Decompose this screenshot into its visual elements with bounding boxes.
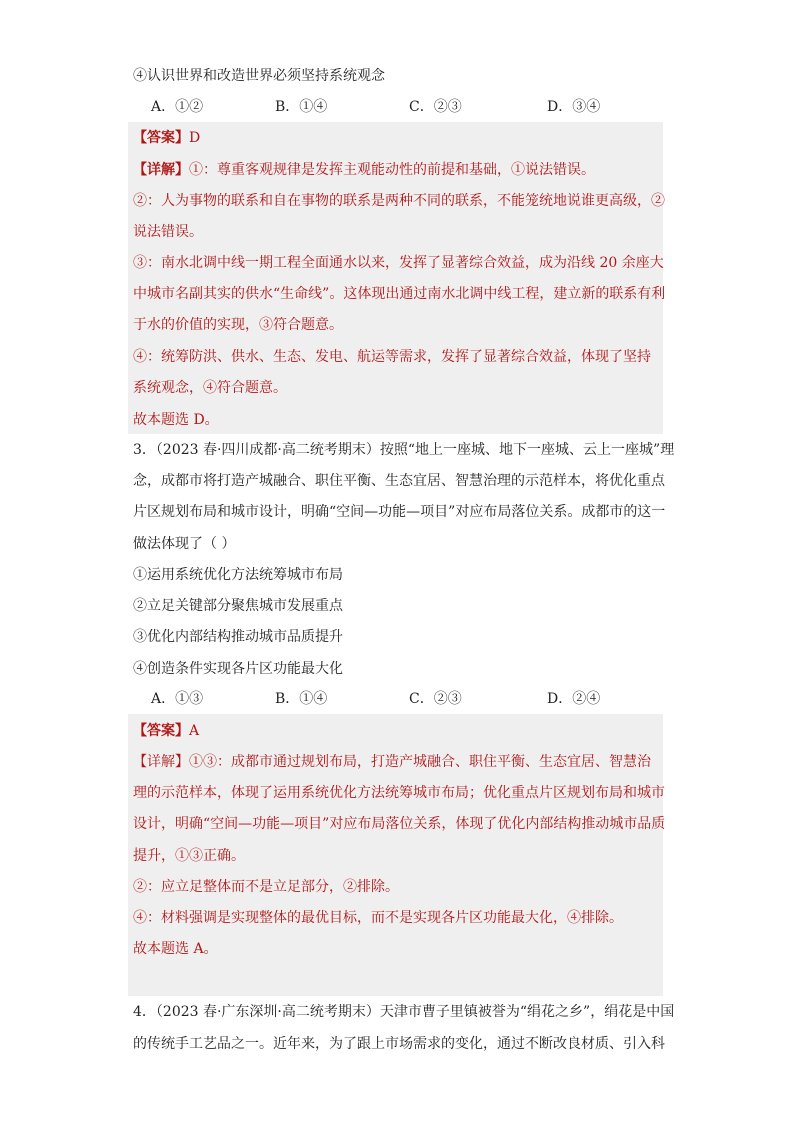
q2-detail-line-3: 说法错误。 (133, 224, 203, 240)
q3-answer-tag: 【答案】 (133, 723, 189, 739)
q3-detail-line-5: ②：应立足整体而不是立足部分，②排除。 (133, 879, 399, 895)
q3-option-c: C．②③ (409, 691, 462, 707)
q3-option-b: B．①④ (275, 691, 328, 707)
q3-stem-line-3: 片区规划布局和城市设计，明确“空间—功能—项目”对应布局落位关系。成都市的这一 (133, 504, 666, 520)
q3-detail-line-3: 设计，明确“空间—功能—项目”对应布局落位关系，体现了优化内部结构推动城市品质 (133, 816, 666, 832)
q3-detail-line-1 (133, 752, 651, 772)
q3-answer-value: A (189, 723, 200, 739)
q3-statement-2: ②立足关键部分聚焦城市发展重点 (133, 598, 343, 614)
q2-detail-line-5: 中城市名副其实的供水“生命线”。这体现出通过南水北调中线工程，建立新的联系有利 (133, 286, 666, 302)
q2-detail-line-8: 系统观念，④符合题意。 (133, 380, 287, 396)
q3-option-d: D．②④ (547, 691, 601, 707)
q3-stem-line-2: 念，成都市将打造产城融合、职住平衡、生态宜居、智慧治理的示范样本，将优化重点 (133, 473, 665, 489)
q2-detail-tag: 【详解】 (133, 162, 189, 178)
q3-statement-4: ④创造条件实现各片区功能最大化 (133, 661, 343, 677)
q3-detail-line-2: 理的示范样本，体现了运用系统优化方法统筹城市布局；优化重点片区规划布局和城市 (133, 785, 665, 801)
q2-answer-tag: 【答案】 (133, 130, 189, 146)
q2-detail-line-4: ③：南水北调中线一期工程全面通水以来，发挥了显著综合效益，成为沿线 20 余座大 (133, 255, 664, 271)
q2-detail-line-1 (133, 160, 595, 180)
q2-statement-4: ④认识世界和改造世界必须坚持系统观念 (133, 68, 385, 84)
q2-option-d: D．③④ (547, 99, 601, 115)
q3-answer (133, 721, 199, 741)
q3-statement-1: ①运用系统优化方法统筹城市布局 (133, 567, 343, 583)
q3-stem-line-4: 做法体现了（ ） (133, 536, 236, 552)
q2-option-c: C．②③ (409, 99, 462, 115)
q4-stem-line-1: 4．（2023 春·广东深圳·高二统考期末）天津市曹子里镇被誉为“绢花之乡”，绢花是中国 (133, 1004, 675, 1020)
q3-detail-text: ①③：成都市通过规划布局，打造产城融合、职住平衡、生态宜居、智慧治 (189, 754, 651, 770)
q2-option-a: A．①② (151, 99, 204, 115)
q3-detail-line-4: 提升，①③正确。 (133, 848, 245, 864)
q2-answer-value: D (189, 130, 201, 146)
q2-detail-text: ①：尊重客观规律是发挥主观能动性的前提和基础，①说法错误。 (189, 162, 595, 178)
q2-detail-line-7: ④：统筹防洪、供水、生态、发电、航运等需求，发挥了显著综合效益，体现了坚持 (133, 349, 651, 365)
q2-detail-line-2: ②：人为事物的联系和自在事物的联系是两种不同的联系，不能笼统地说谁更高级，② (133, 193, 665, 209)
q3-option-a: A．①③ (151, 691, 204, 707)
q4-stem-line-2: 的传统手工艺品之一。近年来，为了跟上市场需求的变化，通过不断改良材质、引入科 (133, 1036, 665, 1052)
q3-conclusion: 故本题选 A。 (133, 941, 218, 957)
q3-statement-3: ③优化内部结构推动城市品质提升 (133, 629, 343, 645)
q3-detail-tag: 【详解】 (133, 754, 189, 770)
q3-stem-line-1: 3．（2023 春·四川成都·高二统考期末）按照“地上一座城、地下一座城、云上一座城”理 (133, 442, 675, 458)
q2-option-b: B．①④ (275, 99, 328, 115)
q3-detail-line-6: ④：材料强调是实现整体的最优目标，而不是实现各片区功能最大化，④排除。 (133, 910, 623, 926)
q2-detail-line-6: 于水的价值的实现，③符合题意。 (133, 317, 343, 333)
q2-conclusion: 故本题选 D。 (133, 412, 219, 428)
q2-answer (133, 128, 200, 148)
